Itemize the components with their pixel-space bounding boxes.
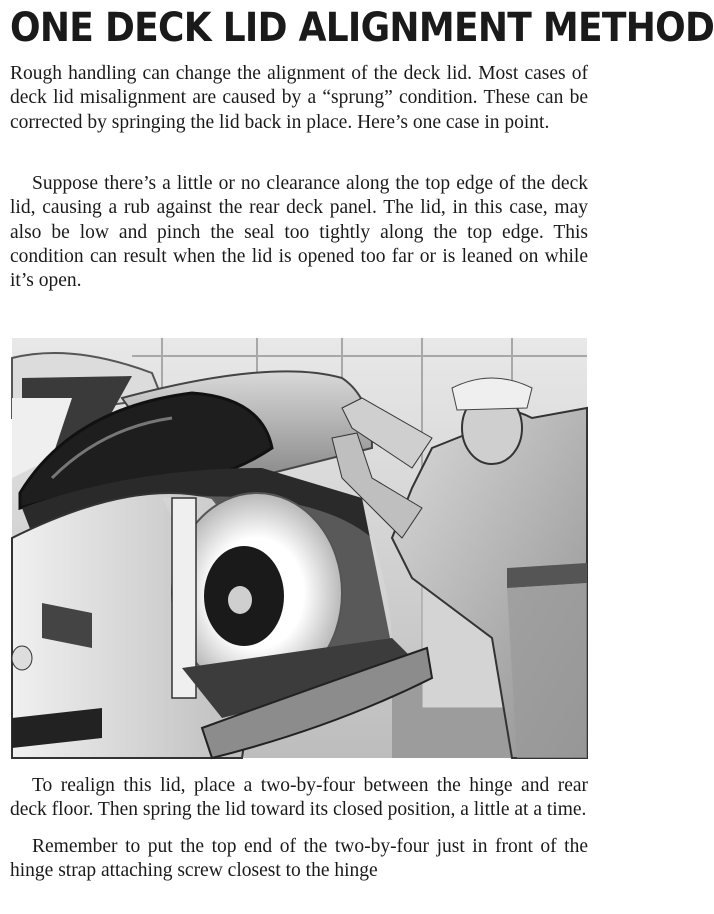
- photo-mechanic-with-deck-lid: [12, 338, 587, 758]
- paragraph-reminder-text: Remember to put the top end of the two-by-four just in front of the hinge strap attaching screw closest to the hinge: [10, 836, 588, 882]
- paragraph-instruction: [10, 774, 588, 823]
- photo-illustration: [12, 338, 587, 758]
- paragraph-instruction-text: To realign this lid, place a two-by-four between the hinge and rear deck floor. Then spring the lid toward its closed position, a little at a time.: [10, 775, 588, 821]
- paragraph-intro: [10, 62, 588, 135]
- paragraph-example-text: Suppose there’s a little or no clearance along the top edge of the deck lid, causing a rub against the rear deck panel. The lid, in this case, may also be low and pinch the seal too tightly along the top edge. This condition can result when the lid is opened too far or is leaned on while it’s open.: [10, 173, 588, 292]
- paragraph-intro-text: Rough handling can change the alignment of the deck lid. Most cases of deck lid misalignment are caused by a “sprung” condition. These can be corrected by springing the lid back in place. Here’s one case in point.: [10, 63, 588, 133]
- paragraph-example: [10, 172, 588, 293]
- paragraph-reminder: [10, 835, 588, 884]
- page-title: ONE DECK LID ALIGNMENT METHOD: [10, 5, 714, 51]
